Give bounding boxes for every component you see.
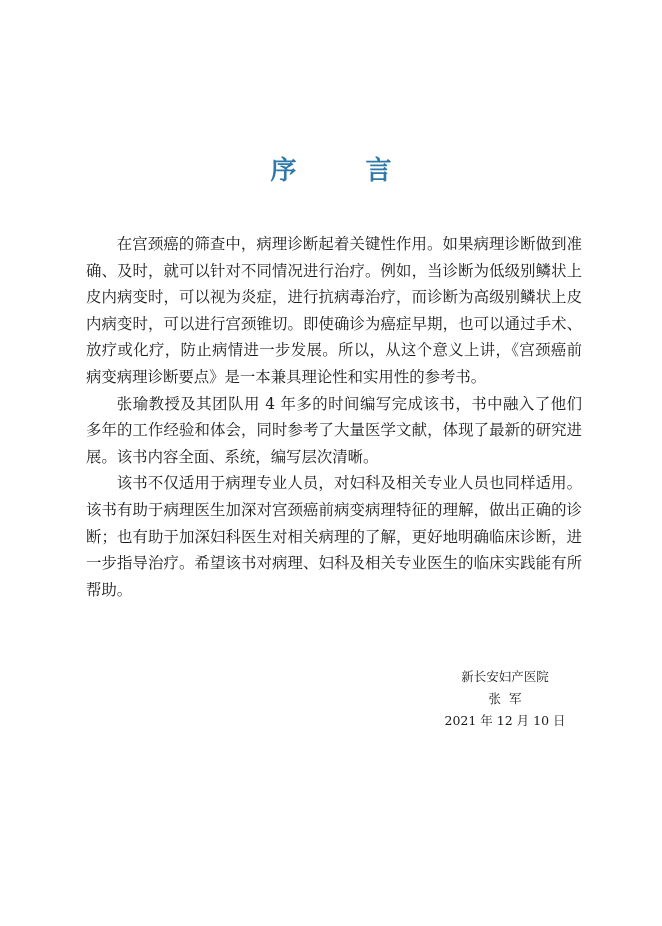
signature-date: 2021 年 12 月 10 日 [444, 713, 566, 728]
preface-paragraph-1: 在宫颈癌的筛查中，病理诊断起着关键性作用。如果病理诊断做到准确、及时，就可以针对不同情况进行治疗。例如，当诊断为低级别鳞状上皮内病变时，可以视为炎症，进行抗病毒治疗，而诊断为高级别鳞状上皮内病变时，可以进行宫颈锥切。即使确诊为癌症早期，也可以通过手术、放疗或化疗，防止病情进一步发展。所以，从这个意义上讲，《宫颈癌前病变病理诊断要点》是一本兼具理论性和实用性的参考书。 [86, 235, 582, 386]
preface-paragraph-3: 该书不仅适用于病理专业人员，对妇科及相关专业人员也同样适用。该书有助于病理医生加深对宫颈癌前病变病理特征的理解，做出正确的诊断；也有助于加深妇科医生对相关病理的了解，更好地明确临床诊断，进一步指导治疗。希望该书对病理、妇科及相关专业医生的临床实践能有所帮助。 [86, 474, 582, 599]
signature-author: 张 军 [488, 691, 522, 706]
preface-body [86, 231, 582, 603]
preface-paragraph-2: 张瑜教授及其团队用 4 年多的时间编写完成该书，书中融入了他们多年的工作经验和体会，同时参考了大量医学文献，体现了最新的研究进展。该书内容全面、系统，编写层次清晰。 [86, 394, 582, 466]
signature-institution: 新长安妇产医院 [461, 669, 549, 684]
preface-title: 序 言 [270, 156, 422, 186]
preface-signature [430, 666, 580, 732]
